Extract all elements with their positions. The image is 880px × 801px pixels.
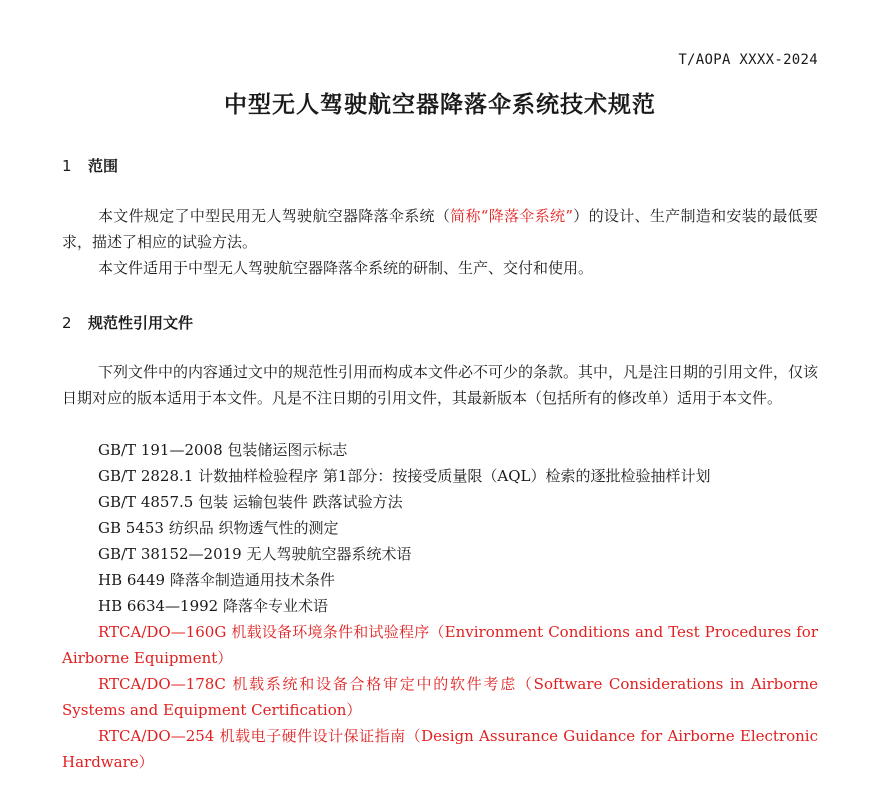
reference-item-highlighted: RTCA/DO—160G 机载设备环境条件和试验程序（Environment Conditions and Test Procedures for Airborne Equipment） [62, 623, 818, 667]
document-code: T/AOPA XXXX-2024 [678, 52, 818, 68]
references-intro: 下列文件中的内容通过文中的规范性引用而构成本文件必不可少的条款。其中，凡是注日期的引用文件，仅该日期对应的版本适用于本文件。凡是不注日期的引用文件，其最新版本（包括所有的修改单）适用于本文件。 [62, 363, 819, 407]
reference-item: GB/T 38152—2019 无人驾驶航空器系统术语 [98, 545, 412, 563]
reference-item: GB/T 2828.1 计数抽样检验程序 第1部分：按接受质量限（AQL）检索的逐批检验抽样计划 [98, 467, 711, 485]
reference-item: HB 6449 降落伞制造通用技术条件 [98, 571, 335, 589]
scope-paragraph-1 [62, 203, 818, 255]
section-1-heading [62, 155, 118, 176]
section-2-number: 2 [62, 314, 72, 332]
section-2-heading [62, 312, 193, 333]
reference-item: HB 6634—1992 降落伞专业术语 [98, 597, 328, 615]
scope-p1-text-b: ）的设计、生产制造和安装的最低要求，描述了相应的试验方法。 [62, 207, 818, 251]
scope-p1-text-a: 本文件规定了中型民用无人驾驶航空器降落伞系统（ [98, 207, 451, 225]
scope-p1-highlight: 简称“降落伞系统” [450, 207, 573, 225]
reference-item: GB/T 191—2008 包装储运图示标志 [98, 441, 348, 459]
section-2-title: 规范性引用文件 [88, 314, 194, 332]
reference-item-highlighted: RTCA/DO—178C 机载系统和设备合格审定中的软件考虑（Software Considerations in Airborne Systems and Equipment Certification） [62, 675, 818, 719]
reference-item-highlighted: RTCA/DO—254 机载电子硬件设计保证指南（Design Assurance Guidance for Airborne Electronic Hardware） [62, 727, 818, 771]
section-1-number: 1 [62, 157, 72, 175]
section-1-title: 范围 [88, 157, 119, 175]
document-title: 中型无人驾驶航空器降落伞系统技术规范 [224, 92, 656, 118]
reference-item: GB 5453 纺织品 织物透气性的测定 [98, 519, 339, 537]
scope-paragraph-2: 本文件适用于中型无人驾驶航空器降落伞系统的研制、生产、交付和使用。 [98, 259, 594, 277]
reference-item: GB/T 4857.5 包装 运输包装件 跌落试验方法 [98, 493, 403, 511]
